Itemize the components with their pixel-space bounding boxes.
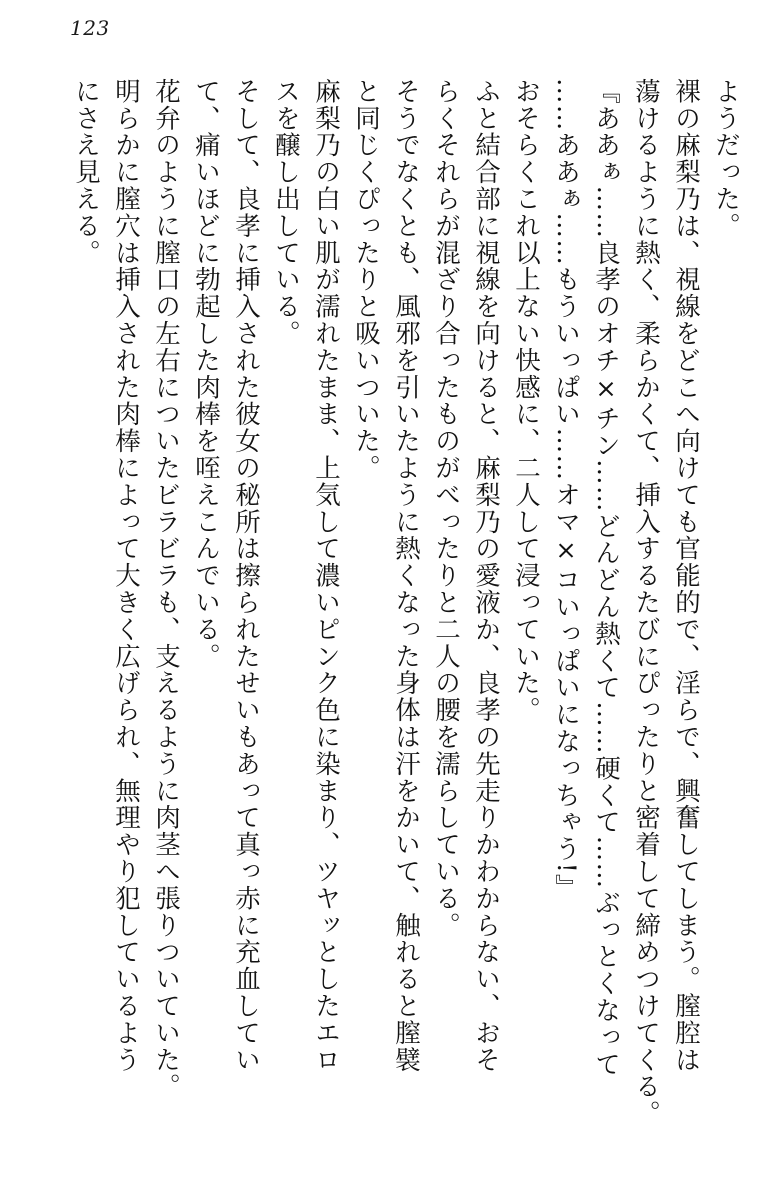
text-column: ふと結合部に視線を向けると、麻梨乃の愛液か、良孝の先走りかわからない、おそ — [471, 78, 501, 1074]
text-column: と同じくぴったりと吸いついた。 — [351, 78, 381, 482]
text-column: 麻梨乃の白い肌が濡れたまま、上気して濃いピンク色に染まり、ツヤッとしたエロ — [311, 78, 341, 1074]
text-column: 蕩けるように熱く、柔らかくて、挿入するたびにぴったりと密着して締めつけてくる。 — [631, 78, 661, 1128]
page-number: 123 — [70, 16, 110, 40]
text-column: スを醸し出している。 — [271, 78, 301, 347]
text-column: にさえ見える。 — [71, 78, 101, 267]
text-column: て、痛いほどに勃起した肉棒を咥えこんでいる。 — [191, 78, 221, 670]
text-column: そうでなくとも、風邪を引いたように熱くなった身体は汗をかいて、触れると膣襞 — [391, 78, 421, 1074]
text-column: 明らかに膣穴は挿入された肉棒によって大きく広げられ、無理やり犯しているよう — [111, 78, 141, 1074]
text-column: おそらくこれ以上ない快感に、二人して浸っていた。 — [511, 78, 541, 724]
text-column: らくそれらが混ざり合ったものがべったりと二人の腰を濡らしている。 — [431, 78, 461, 939]
text-column: ……ああぁ……もういっぱい……オマ×コいっぱいになっちゃう!』 — [551, 78, 581, 902]
text-column: 裸の麻梨乃は、視線をどこへ向けても官能的で、淫らで、興奮してしまう。膣腔は — [671, 78, 701, 1074]
text-column: そして、良孝に挿入された彼女の秘所は擦られたせいもあって真っ赤に充血してい — [231, 78, 261, 1074]
vertical-text-body — [38, 78, 741, 1168]
text-column: 花弁のように膣口の左右についたビラビラも、支えるように肉茎へ張りついていた。 — [151, 78, 181, 1101]
text-column: ようだった。 — [711, 78, 741, 240]
text-column: 『ああぁ……良孝のオチ×チン……どんどん熱くて……硬くて……ぶっとくなって — [591, 78, 621, 1078]
